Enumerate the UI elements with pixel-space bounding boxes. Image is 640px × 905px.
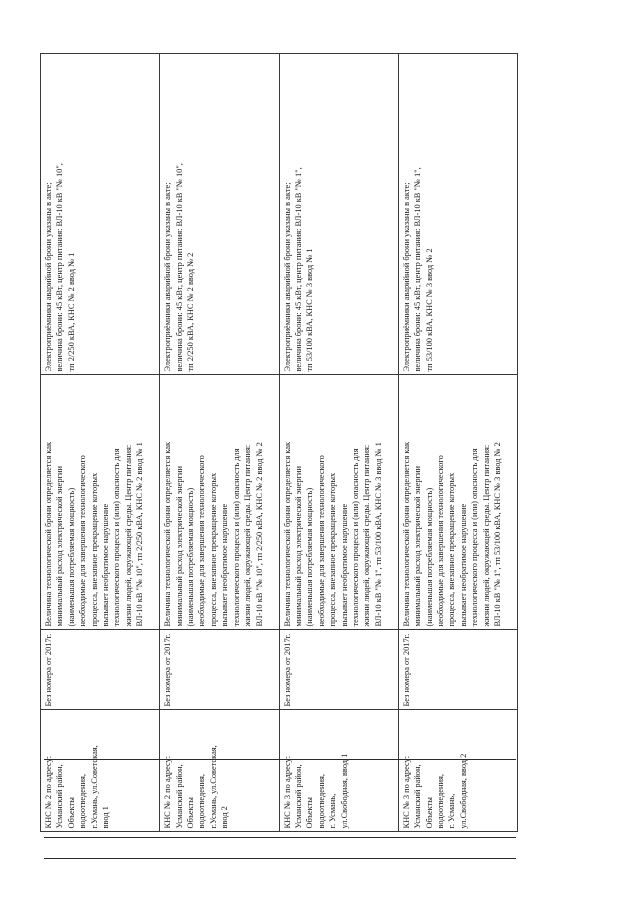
object-cell-line: Усманский район, [293,764,303,829]
reserve-value-cell-line: величина брони: 45 кВт, центр питания: ВЛ-10 кВ "№ 10", [174,163,184,372]
object-cell-line: КНС № 3 по адресу: [401,755,411,829]
description-cell-line: (наименьшая потребляемая мощность) [424,487,434,627]
object-cell [41,710,160,832]
document-number: Без номера от 2017г. [401,633,411,707]
object-cell-line: КНС № 3 по адресу: [282,755,292,829]
reserve-value-cell-line: Электроприёмники аварийной брони указаны в акте; [282,182,292,372]
description-cell-line: ВЛ-10 кВ "№ 10", тп 2/250 кВА, КНС № 2 ввод № 2 [254,442,264,627]
description-cell-line: процесса, внезапное прекращение которых [328,472,338,627]
reserve-value-cell [279,54,398,375]
rotated-page [40,54,518,860]
object-cell [279,710,398,832]
description-cell [160,375,279,630]
description-cell [41,375,160,630]
object-cell-line: водоотведения, [316,774,326,829]
description-cell-line: технологического процесса и (или) опасность для [350,448,360,627]
description-cell-line: ВЛ-10 кВ "№ 10", тп 2/250 кВА, КНС № 2 ввод № 1 [135,442,145,627]
object-cell-line: ввод 1 [101,806,111,829]
object-cell-line: водоотведения, [435,774,445,829]
reserve-value-cell-line: тп 2/250 кВА, КНС № 2 ввод № 2 [186,252,196,372]
object-cell-line: Объекты [186,797,196,829]
description-cell-line: жизни людей, окружающей среды. Центр питания: [481,444,491,627]
description-cell-line: (наименьшая потребляемая мощность) [305,487,315,627]
separator-line [44,759,516,760]
description-cell-line: минимальный расход электрической энергии [55,465,65,627]
reserve-value-cell [41,54,160,375]
object-cell-line: водоотведения, [197,774,207,829]
description-cell-line: Величина технологической брони определяется как [401,441,411,627]
description-cell-line: (наименьшая потребляемая мощность) [66,487,76,627]
reserve-value-cell-line: Электроприёмники аварийной брони указаны в акте; [401,182,411,372]
document-number-cell [279,630,398,710]
document-number: Без номера от 2017г. [282,633,292,707]
description-cell-line: необходимые для завершения технологического [316,455,326,627]
description-cell-line: минимальный расход электрической энергии [413,465,423,627]
description-cell-line: жизни людей, окружающей среды. Центр питания: [123,444,133,627]
description-cell-line: Величина технологической брони определяется как [282,441,292,627]
description-cell-line: технологического процесса и (или) опасность для [112,448,122,627]
document-number: Без номера от 2017г. [44,633,53,707]
object-cell-line: Объекты [424,797,434,829]
table-row [160,54,279,860]
separator-line [44,858,516,859]
object-cell-line: КНС № 2 по адресу: [44,755,53,829]
description-cell-line: необходимые для завершения технологического [435,455,445,627]
reserve-value-cell [160,54,279,375]
object-cell-line: ул.Свободная, ввод 2 [458,753,468,829]
object-cell-line: г. Усмань, [328,793,338,829]
table-row [279,54,398,860]
object-cell-line: Усманский район, [174,764,184,829]
description-cell-line: необходимые для завершения технологического [78,455,88,627]
description-cell-line: ВЛ-10 кВ "№ 1", тп 53/100 кВА, КНС № 3 ввод № 1 [373,442,383,627]
description-cell-line: жизни людей, окружающей среды. Центр питания: [243,444,253,627]
description-cell-line: жизни людей, окружающей среды. Центр питания: [362,444,372,627]
object-cell-line: ул.Свободная, ввод 1 [339,753,349,829]
description-cell-line: вызывает необратимое нарушение [458,503,468,627]
reserve-value-cell [398,54,517,375]
object-cell-line: водоотведения, [78,774,88,829]
object-cell-line: КНС № 2 по адресу: [163,755,173,829]
description-cell-line: (наименьшая потребляемая мощность) [186,487,196,627]
object-cell-line: Объекты [66,797,76,829]
reserve-table [40,54,518,861]
object-cell-line: г.Усмань, ул.Советская, [89,745,99,829]
description-cell-line: минимальный расход электрической энергии [174,465,184,627]
object-cell-line: ввод 2 [220,806,230,829]
reserve-value-cell-line: Электроприёмники аварийной брони указаны в акте; [163,182,173,372]
object-cell-line: Усманский район, [413,764,423,829]
reserve-value-cell-line: величина брони: 45 кВт, центр питания: ВЛ-10 кВ "№ 10", [55,163,65,372]
object-cell-line: Усманский район, [55,764,65,829]
object-cell [160,710,279,832]
object-cell-line: г. Усмань, [447,793,457,829]
table-row [398,54,517,860]
table-row [41,54,160,860]
description-cell-line: технологического процесса и (или) опасность для [231,448,241,627]
document-number-cell [160,630,279,710]
description-cell-line: процесса, внезапное прекращение которых [447,472,457,627]
object-cell [398,710,517,832]
document-number: Без номера от 2017г. [163,633,173,707]
description-cell-line: минимальный расход электрической энергии [293,465,303,627]
description-cell-line: вызывает необратимое нарушение [220,503,230,627]
object-cell-line: г.Усмань, ул.Советская, [208,745,218,829]
reserve-value-cell-line: тп 53/100 кВА, КНС № 3 ввод № 1 [305,248,315,372]
description-cell-line: вызывает необратимое нарушение [101,503,111,627]
reserve-value-cell-line: тп 2/250 кВА, КНС № 2 ввод № 1 [66,252,76,372]
document-number-cell [41,630,160,710]
description-cell-line: Величина технологической брони определяется как [44,441,53,627]
reserve-value-cell-line: величина брони: 45 кВт, центр питания: ВЛ-10 кВ "№ 1", [293,167,303,372]
document-number-cell [398,630,517,710]
reserve-value-cell-line: величина брони: 45 кВт, центр питания: ВЛ-10 кВ "№ 1", [413,167,423,372]
reserve-value-cell-line: Электроприёмники аварийной брони указаны в акте; [44,182,53,372]
description-cell-line: вызывает необратимое нарушение [339,503,349,627]
object-cell-line: Объекты [305,797,315,829]
description-cell-line: процесса, внезапное прекращение которых [208,472,218,627]
description-cell-line: процесса, внезапное прекращение которых [89,472,99,627]
description-cell-line: технологического процесса и (или) опасность для [470,448,480,627]
description-cell-line: необходимые для завершения технологического [197,455,207,627]
description-cell [398,375,517,630]
description-cell-line: Величина технологической брони определяется как [163,441,173,627]
description-cell [279,375,398,630]
separator-line [44,837,516,838]
reserve-value-cell-line: тп 53/100 кВА, КНС № 3 ввод № 2 [424,248,434,372]
description-cell-line: ВЛ-10 кВ "№ 1", тп 53/100 кВА, КНС № 3 ввод № 2 [493,442,502,627]
